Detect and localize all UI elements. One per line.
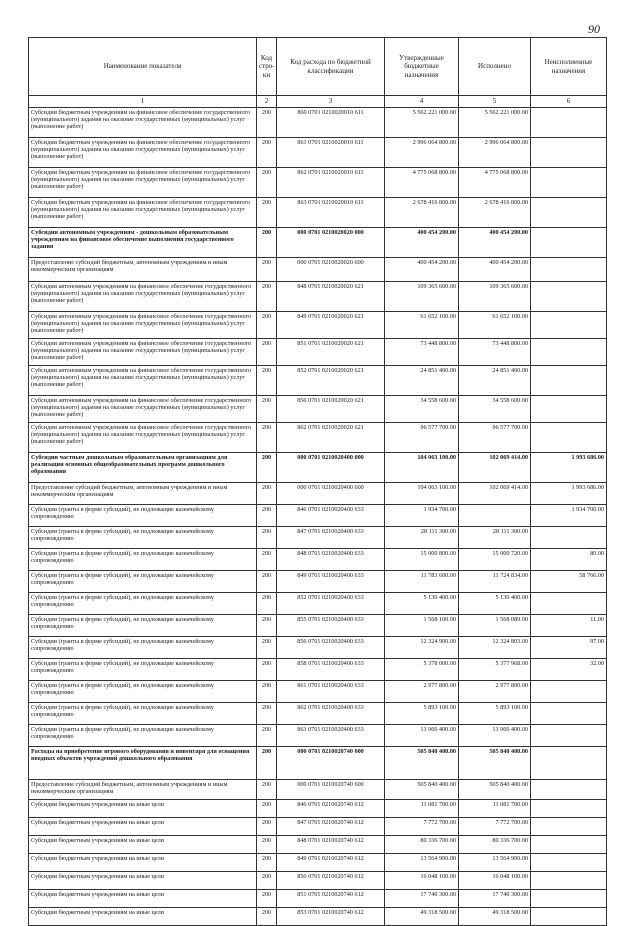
row-approved: 12 324 900.00 <box>385 637 459 659</box>
row-line-code: 200 <box>257 725 277 747</box>
row-line-code: 200 <box>257 339 277 366</box>
row-executed: 13 960 400.00 <box>459 725 531 747</box>
row-expense-code: 847 0701 0210020740 612 <box>277 818 385 836</box>
row-executed: 17 740 300.00 <box>459 890 531 908</box>
row-unexecuted <box>531 908 607 926</box>
table-row <box>29 282 607 312</box>
row-name: Субсидии (гранты в форме субсидий), не подлежащие казначейскому сопровождению <box>29 637 257 659</box>
row-expense-code: 000 0701 0210020400 600 <box>277 483 385 505</box>
row-executed: 13 564 900.00 <box>459 854 531 872</box>
row-expense-code: 863 0701 0210020400 633 <box>277 725 385 747</box>
row-unexecuted <box>531 168 607 198</box>
row-executed: 73 448 800.00 <box>459 339 531 366</box>
row-line-code: 200 <box>257 312 277 339</box>
row-name: Субсидии бюджетным учреждениям на иные цели <box>29 836 257 854</box>
header-unexecuted: Неисполненные назначения <box>531 38 607 96</box>
row-expense-code: 848 0701 0210020400 633 <box>277 549 385 571</box>
row-unexecuted <box>531 423 607 453</box>
table-row <box>29 872 607 890</box>
table-row <box>29 423 607 453</box>
row-approved: 17 740 300.00 <box>385 890 459 908</box>
row-executed: 2 996 064 800.00 <box>459 138 531 168</box>
row-approved: 5 378 000.00 <box>385 659 459 681</box>
row-unexecuted <box>531 312 607 339</box>
table-row <box>29 108 607 138</box>
row-expense-code: 861 0701 0210020010 611 <box>277 138 385 168</box>
row-unexecuted <box>531 681 607 703</box>
row-line-code: 200 <box>257 549 277 571</box>
row-approved: 1 934 700.00 <box>385 505 459 527</box>
row-approved: 2 996 064 800.00 <box>385 138 459 168</box>
row-expense-code: 861 0701 0210020400 633 <box>277 681 385 703</box>
row-expense-code: 846 0701 0210020400 633 <box>277 505 385 527</box>
row-approved: 5 562 221 000.00 <box>385 108 459 138</box>
row-expense-code: 846 0701 0210020740 612 <box>277 800 385 818</box>
table-row <box>29 483 607 505</box>
row-line-code: 200 <box>257 872 277 890</box>
row-unexecuted <box>531 780 607 800</box>
row-expense-code: 852 0701 0210020020 621 <box>277 366 385 396</box>
row-name: Предоставление субсидий бюджетным, автономным учреждениям и иным некоммерческим организациям <box>29 780 257 800</box>
row-unexecuted <box>531 818 607 836</box>
row-approved: 7 772 700.00 <box>385 818 459 836</box>
header-executed: Исполнено <box>459 38 531 96</box>
row-name: Субсидии (гранты в форме субсидий), не подлежащие казначейскому сопровождению <box>29 593 257 615</box>
row-name: Субсидии бюджетным учреждениям на финансовое обеспечение государственного (муниципального) задания на оказание государственных (муниципальных) услуг (выполнение работ) <box>29 198 257 228</box>
table-row <box>29 854 607 872</box>
row-line-code: 200 <box>257 108 277 138</box>
row-name: Субсидии бюджетным учреждениям на иные цели <box>29 890 257 908</box>
row-unexecuted: 32.00 <box>531 659 607 681</box>
row-unexecuted <box>531 890 607 908</box>
row-approved: 505 840 400.00 <box>385 780 459 800</box>
row-line-code: 200 <box>257 615 277 637</box>
table-row <box>29 593 607 615</box>
row-expense-code: 860 0701 0210020010 611 <box>277 108 385 138</box>
table-row <box>29 659 607 681</box>
row-name: Субсидии автономным учреждениям - дошкольным образовательным учреждениям на финансовое обеспечение выполнения государственного задания <box>29 228 257 258</box>
header-number-row <box>29 96 607 108</box>
row-line-code: 200 <box>257 258 277 282</box>
row-expense-code: 000 0701 0210020400 000 <box>277 453 385 483</box>
row-unexecuted <box>531 396 607 423</box>
row-name: Субсидии (гранты в форме субсидий), не подлежащие казначейскому сопровождению <box>29 571 257 593</box>
row-name: Субсидии частным дошкольным образовательным организациям для реализации основных общеобразовательных программ дошкольного образования <box>29 453 257 483</box>
row-line-code: 200 <box>257 138 277 168</box>
row-name: Субсидии (гранты в форме субсидий), не подлежащие казначейскому сопровождению <box>29 615 257 637</box>
page-number: 90 <box>588 22 600 36</box>
row-expense-code: 852 0701 0210020400 633 <box>277 593 385 615</box>
table-row <box>29 138 607 168</box>
row-unexecuted: 1 993 686.00 <box>531 453 607 483</box>
row-unexecuted <box>531 282 607 312</box>
row-unexecuted: 97.00 <box>531 637 607 659</box>
row-name: Субсидии (гранты в форме субсидий), не подлежащие казначейскому сопровождению <box>29 703 257 725</box>
row-approved: 4 775 068 800.00 <box>385 168 459 198</box>
table-row <box>29 703 607 725</box>
row-line-code: 200 <box>257 366 277 396</box>
row-approved: 400 454 200.00 <box>385 228 459 258</box>
row-expense-code: 851 0701 0210020020 621 <box>277 339 385 366</box>
header-line-code: Код стро-ки <box>257 38 277 96</box>
row-name: Субсидии (гранты в форме субсидий), не подлежащие казначейскому сопровождению <box>29 527 257 549</box>
row-line-code: 200 <box>257 527 277 549</box>
row-executed: 5 377 968.00 <box>459 659 531 681</box>
row-name: Субсидии бюджетным учреждениям на финансовое обеспечение государственного (муниципального) задания на оказание государственных (муниципальных) услуг (выполнение работ) <box>29 168 257 198</box>
row-line-code: 200 <box>257 198 277 228</box>
row-expense-code: 847 0701 0210020400 633 <box>277 527 385 549</box>
row-approved: 5 130 400.00 <box>385 593 459 615</box>
row-expense-code: 856 0701 0210020400 633 <box>277 637 385 659</box>
row-unexecuted: 1 934 700.00 <box>531 505 607 527</box>
row-unexecuted <box>531 108 607 138</box>
row-name: Субсидии автономным учреждениям на финансовое обеспечение государственного (муниципального) задания на оказание государственных (муниципальных) услуг (выполнение работ) <box>29 282 257 312</box>
header-number: 6 <box>531 96 607 108</box>
table-row <box>29 780 607 800</box>
row-name: Субсидии бюджетным учреждениям на иные цели <box>29 908 257 926</box>
header-row <box>29 38 607 96</box>
header-number: 3 <box>277 96 385 108</box>
row-line-code: 200 <box>257 854 277 872</box>
row-approved: 34 558 600.00 <box>385 396 459 423</box>
table-row <box>29 890 607 908</box>
row-approved: 505 840 400.00 <box>385 747 459 780</box>
row-approved: 13 564 900.00 <box>385 854 459 872</box>
row-unexecuted <box>531 836 607 854</box>
row-line-code: 200 <box>257 890 277 908</box>
row-executed: 400 454 200.00 <box>459 228 531 258</box>
row-approved: 2 977 800.00 <box>385 681 459 703</box>
row-expense-code: 000 0701 0210020740 600 <box>277 780 385 800</box>
row-approved: 49 318 500.00 <box>385 908 459 926</box>
row-unexecuted: 80.00 <box>531 549 607 571</box>
table-row <box>29 637 607 659</box>
row-executed: 2 977 800.00 <box>459 681 531 703</box>
table-row <box>29 615 607 637</box>
row-approved: 104 063 100.00 <box>385 453 459 483</box>
header-number: 4 <box>385 96 459 108</box>
row-approved: 109 365 600.00 <box>385 282 459 312</box>
row-line-code: 200 <box>257 637 277 659</box>
budget-table <box>28 37 607 926</box>
row-approved: 61 652 100.00 <box>385 312 459 339</box>
header-name: Наименование показателя <box>29 38 257 96</box>
row-unexecuted <box>531 725 607 747</box>
row-name: Предоставление субсидий бюджетным, автономным учреждениям и иным некоммерческим организациям <box>29 483 257 505</box>
table-row <box>29 312 607 339</box>
row-executed: 505 840 400.00 <box>459 747 531 780</box>
row-line-code: 200 <box>257 681 277 703</box>
row-executed: 16 048 100.00 <box>459 872 531 890</box>
row-name: Расходы на приобретение игрового оборудования и инвентаря для оснащения вводных объектов учреждений дошкольного образования <box>29 747 257 780</box>
table-row <box>29 818 607 836</box>
row-unexecuted <box>531 703 607 725</box>
row-name: Субсидии (гранты в форме субсидий), не подлежащие казначейскому сопровождению <box>29 681 257 703</box>
row-name: Субсидии бюджетным учреждениям на иные цели <box>29 854 257 872</box>
table-row <box>29 571 607 593</box>
row-expense-code: 862 0701 0210020400 633 <box>277 703 385 725</box>
row-executed: 4 775 068 800.00 <box>459 168 531 198</box>
row-expense-code: 849 0701 0210020740 612 <box>277 854 385 872</box>
row-unexecuted <box>531 593 607 615</box>
row-line-code: 200 <box>257 168 277 198</box>
row-approved: 11 783 600.00 <box>385 571 459 593</box>
table-row <box>29 198 607 228</box>
row-line-code: 200 <box>257 396 277 423</box>
row-name: Предоставление субсидий бюджетным, автономным учреждениям и иным некоммерческим организациям <box>29 258 257 282</box>
row-executed: 102 069 414.00 <box>459 483 531 505</box>
row-line-code: 200 <box>257 505 277 527</box>
table-row <box>29 339 607 366</box>
table-row <box>29 258 607 282</box>
table-row <box>29 681 607 703</box>
row-executed: 12 324 803.00 <box>459 637 531 659</box>
row-line-code: 200 <box>257 423 277 453</box>
row-approved: 15 000 800.00 <box>385 549 459 571</box>
row-executed: 24 851 400.00 <box>459 366 531 396</box>
row-approved: 73 448 800.00 <box>385 339 459 366</box>
row-unexecuted <box>531 339 607 366</box>
row-line-code: 200 <box>257 703 277 725</box>
row-name: Субсидии (гранты в форме субсидий), не подлежащие казначейскому сопровождению <box>29 549 257 571</box>
row-expense-code: 849 0701 0210020400 633 <box>277 571 385 593</box>
row-executed: 2 678 416 800.00 <box>459 198 531 228</box>
row-approved: 400 454 200.00 <box>385 258 459 282</box>
row-name: Субсидии бюджетным учреждениям на иные цели <box>29 800 257 818</box>
row-name: Субсидии (гранты в форме субсидий), не подлежащие казначейскому сопровождению <box>29 505 257 527</box>
row-executed: 109 365 600.00 <box>459 282 531 312</box>
row-executed: 505 840 400.00 <box>459 780 531 800</box>
row-name: Субсидии бюджетным учреждениям на финансовое обеспечение государственного (муниципального) задания на оказание государственных (муниципальных) услуг (выполнение работ) <box>29 138 257 168</box>
table-row <box>29 453 607 483</box>
row-unexecuted <box>531 198 607 228</box>
row-executed: 49 318 500.00 <box>459 908 531 926</box>
table-row <box>29 505 607 527</box>
header-number: 1 <box>29 96 257 108</box>
row-line-code: 200 <box>257 747 277 780</box>
table-row <box>29 908 607 926</box>
row-approved: 80 336 700.00 <box>385 836 459 854</box>
row-executed: 5 893 100.00 <box>459 703 531 725</box>
row-executed <box>459 505 531 527</box>
row-name: Субсидии автономным учреждениям на финансовое обеспечение государственного (муниципального) задания на оказание государственных (муниципальных) услуг (выполнение работ) <box>29 423 257 453</box>
row-executed: 80 336 700.00 <box>459 836 531 854</box>
row-unexecuted <box>531 800 607 818</box>
row-approved: 2 678 416 800.00 <box>385 198 459 228</box>
row-expense-code: 855 0701 0210020400 633 <box>277 615 385 637</box>
row-line-code: 200 <box>257 659 277 681</box>
row-expense-code: 862 0701 0210020010 611 <box>277 168 385 198</box>
row-line-code: 200 <box>257 818 277 836</box>
table-row <box>29 725 607 747</box>
row-expense-code: 850 0701 0210020740 612 <box>277 872 385 890</box>
row-name: Субсидии бюджетным учреждениям на иные цели <box>29 872 257 890</box>
row-name: Субсидии автономным учреждениям на финансовое обеспечение государственного (муниципального) задания на оказание государственных (муниципальных) услуг (выполнение работ) <box>29 366 257 396</box>
row-executed: 7 772 700.00 <box>459 818 531 836</box>
row-line-code: 200 <box>257 571 277 593</box>
row-expense-code: 000 0701 0210020740 000 <box>277 747 385 780</box>
table-row <box>29 366 607 396</box>
row-unexecuted: 11.00 <box>531 615 607 637</box>
row-unexecuted <box>531 138 607 168</box>
row-unexecuted <box>531 527 607 549</box>
row-executed: 11 724 834.00 <box>459 571 531 593</box>
row-name: Субсидии автономным учреждениям на финансовое обеспечение государственного (муниципального) задания на оказание государственных (муниципальных) услуг (выполнение работ) <box>29 396 257 423</box>
row-unexecuted: 58 766.00 <box>531 571 607 593</box>
row-approved: 1 568 100.00 <box>385 615 459 637</box>
table-row <box>29 228 607 258</box>
header-expense-code: Код расхода по бюджетной классификации <box>277 38 385 96</box>
row-executed: 102 069 414.00 <box>459 453 531 483</box>
row-expense-code: 862 0701 0210020020 621 <box>277 423 385 453</box>
row-expense-code: 849 0701 0210020020 621 <box>277 312 385 339</box>
row-approved: 11 081 700.00 <box>385 800 459 818</box>
row-expense-code: 848 0701 0210020020 621 <box>277 282 385 312</box>
row-approved: 28 111 300.00 <box>385 527 459 549</box>
row-line-code: 200 <box>257 800 277 818</box>
table-row <box>29 747 607 780</box>
row-unexecuted <box>531 228 607 258</box>
row-line-code: 200 <box>257 836 277 854</box>
row-line-code: 200 <box>257 228 277 258</box>
row-unexecuted <box>531 258 607 282</box>
row-unexecuted <box>531 366 607 396</box>
row-approved: 96 577 700.00 <box>385 423 459 453</box>
row-unexecuted: 1 993 686.00 <box>531 483 607 505</box>
row-unexecuted <box>531 872 607 890</box>
row-approved: 24 851 400.00 <box>385 366 459 396</box>
row-line-code: 200 <box>257 908 277 926</box>
row-line-code: 200 <box>257 483 277 505</box>
row-expense-code: 000 0701 0210020020 600 <box>277 258 385 282</box>
table-row <box>29 549 607 571</box>
row-expense-code: 858 0701 0210020400 633 <box>277 659 385 681</box>
row-executed: 61 652 100.00 <box>459 312 531 339</box>
row-name: Субсидии (гранты в форме субсидий), не подлежащие казначейскому сопровождению <box>29 725 257 747</box>
row-name: Субсидии бюджетным учреждениям на иные цели <box>29 818 257 836</box>
row-executed: 1 568 089.00 <box>459 615 531 637</box>
header-number: 5 <box>459 96 531 108</box>
row-executed: 400 454 200.00 <box>459 258 531 282</box>
row-unexecuted <box>531 854 607 872</box>
table-row <box>29 527 607 549</box>
row-expense-code: 851 0701 0210020740 612 <box>277 890 385 908</box>
row-expense-code: 853 0701 0210020740 612 <box>277 908 385 926</box>
row-executed: 15 000 720.00 <box>459 549 531 571</box>
row-name: Субсидии (гранты в форме субсидий), не подлежащие казначейскому сопровождению <box>29 659 257 681</box>
table-row <box>29 168 607 198</box>
header-number: 2 <box>257 96 277 108</box>
row-unexecuted <box>531 747 607 780</box>
row-name: Субсидии бюджетным учреждениям на финансовое обеспечение государственного (муниципального) задания на оказание государственных (муниципальных) услуг (выполнение работ) <box>29 108 257 138</box>
row-line-code: 200 <box>257 593 277 615</box>
row-line-code: 200 <box>257 282 277 312</box>
table-row <box>29 800 607 818</box>
header-approved: Утвержденные бюджетные назначения <box>385 38 459 96</box>
row-line-code: 200 <box>257 453 277 483</box>
row-approved: 5 893 100.00 <box>385 703 459 725</box>
row-executed: 28 111 300.00 <box>459 527 531 549</box>
row-executed: 96 577 700.00 <box>459 423 531 453</box>
table-row <box>29 396 607 423</box>
row-expense-code: 000 0701 0210020020 000 <box>277 228 385 258</box>
row-approved: 13 960 400.00 <box>385 725 459 747</box>
row-line-code: 200 <box>257 780 277 800</box>
row-executed: 34 558 600.00 <box>459 396 531 423</box>
row-expense-code: 863 0701 0210020010 611 <box>277 198 385 228</box>
row-executed: 5 562 221 000.00 <box>459 108 531 138</box>
row-approved: 16 048 100.00 <box>385 872 459 890</box>
row-name: Субсидии автономным учреждениям на финансовое обеспечение государственного (муниципального) задания на оказание государственных (муниципальных) услуг (выполнение работ) <box>29 339 257 366</box>
row-expense-code: 848 0701 0210020740 612 <box>277 836 385 854</box>
row-name: Субсидии автономным учреждениям на финансовое обеспечение государственного (муниципального) задания на оказание государственных (муниципальных) услуг (выполнение работ) <box>29 312 257 339</box>
row-executed: 5 130 400.00 <box>459 593 531 615</box>
row-executed: 11 081 700.00 <box>459 800 531 818</box>
table-row <box>29 836 607 854</box>
row-approved: 104 063 100.00 <box>385 483 459 505</box>
row-expense-code: 856 0701 0210020020 621 <box>277 396 385 423</box>
